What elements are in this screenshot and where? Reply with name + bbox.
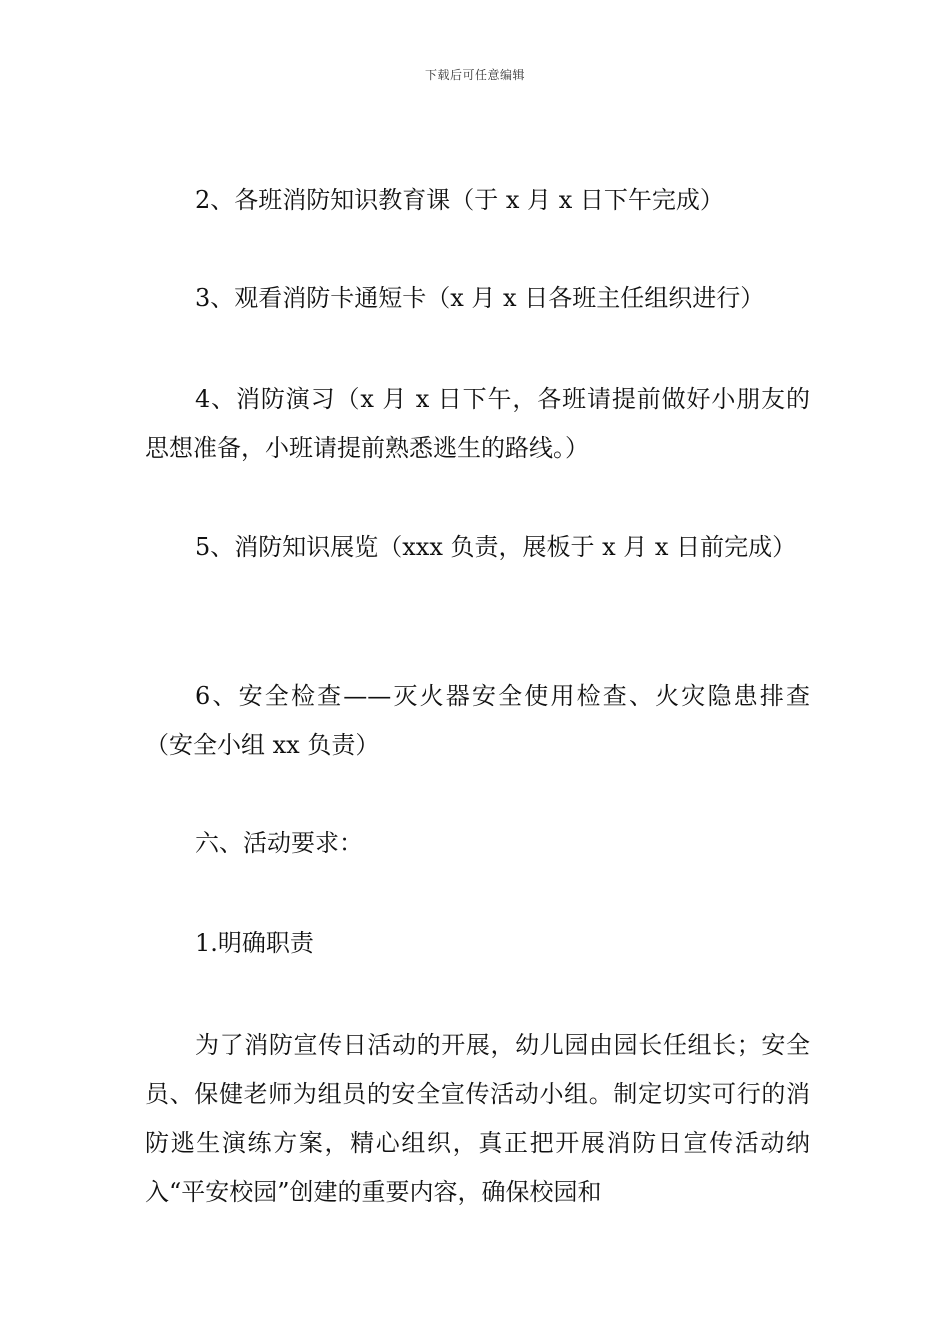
- list-item-fire-exhibition: 5、消防知识展览（xxx 负责，展板于 x 月 x 日前完成）: [195, 533, 797, 561]
- list-item-safety-check: 6、安全检查——灭火器安全使用检查、火灾隐患排查（安全小组 xx 负责）: [145, 682, 810, 759]
- section-heading-requirements: 六、活动要求：: [195, 829, 363, 857]
- list-item-fire-drill: 4、消防演习（x 月 x 日下午，各班请提前做好小朋友的思想准备，小班请提前熟悉逃生的路线。）: [145, 385, 810, 462]
- body-paragraph-duties: 为了消防宣传日活动的开展，幼儿园由园长任组长；安全员、保健老师为组员的安全宣传活动小组。制定切实可行的消防逃生演练方案，精心组织，真正把开展消防日宣传活动纳入“平安校园”创建的重要内容，确保校园和: [145, 1031, 810, 1206]
- list-item-fire-education-class: 2、各班消防知识教育课（于 x 月 x 日下午完成）: [195, 186, 724, 214]
- list-item-fire-cartoon: 3、观看消防卡通短卡（x 月 x 日各班主任组织进行）: [195, 284, 765, 312]
- subheading-clear-duties: 1.明确职责: [195, 929, 314, 957]
- page-header: 下载后可任意编辑: [424, 68, 525, 82]
